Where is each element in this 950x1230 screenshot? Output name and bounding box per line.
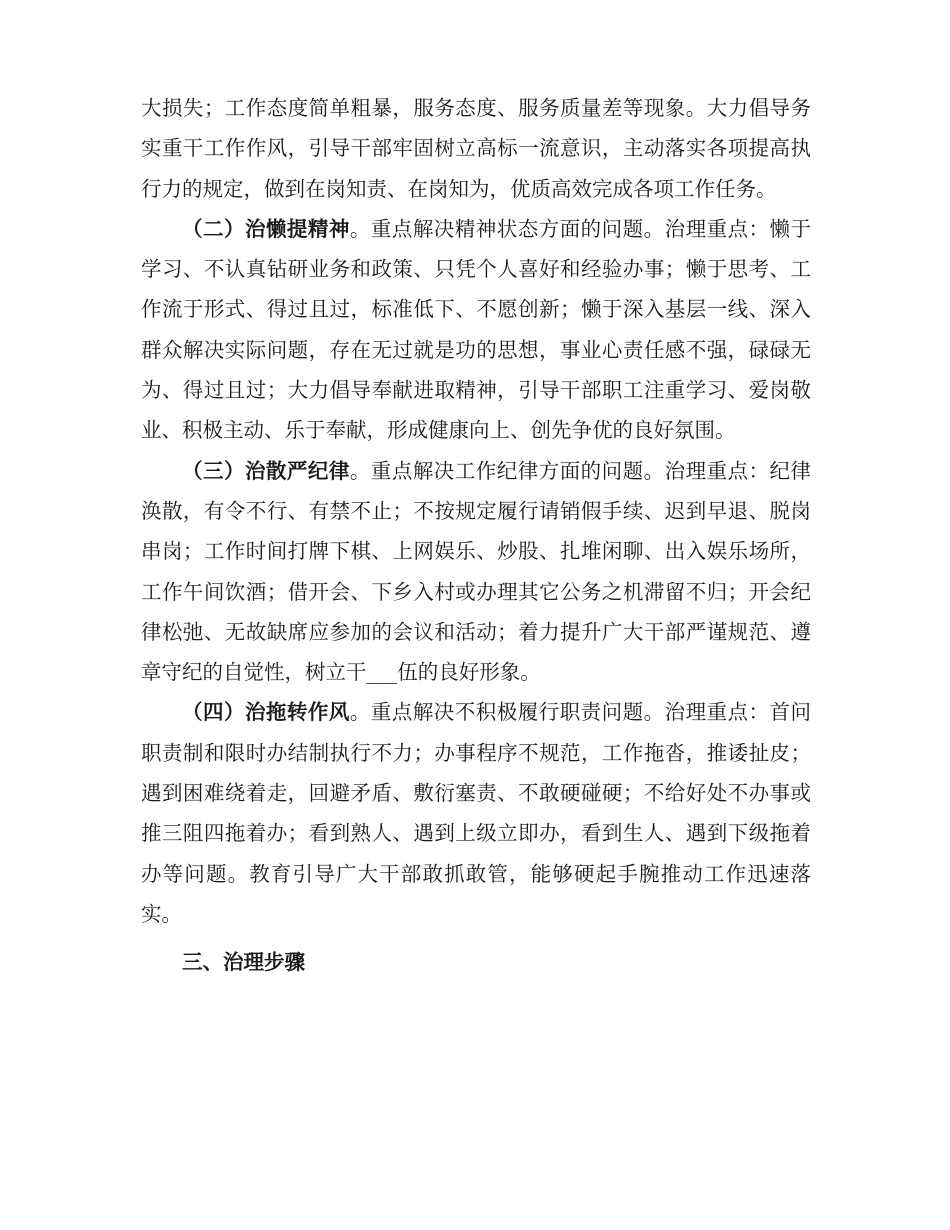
paragraph-text: 大损失；工作态度简单粗暴，服务态度、服务质量差等现象。大力倡导务实重干工作作风，引导干部牢固树立高标一流意识，主动落实各项提高执行力的规定，做到在岗知责、在岗知为，优质高效完成各项工作任务。 [141,96,811,201]
paragraph-second-item [141,209,811,451]
paragraph-text: 。重点解决精神状态方面的问题。治理重点：懒于学习、不认真钻研业务和政策、只凭个人喜好和经验办事；懒于思考、工作流于形式、得过且过，标准低下、不愿创新；懒于深入基层一线、深入群众解决实际问题，存在无过就是功的思想，事业心责任感不强，碌碌无为、得过且过；大力倡导奉献进取精神，引导干部职工注重学习、爱岗敬业、积极主动、乐于奉献，形成健康向上、创先争优的良好氛围。 [141,216,812,443]
paragraph-text: 。重点解决工作纪律方面的问题。治理重点：纪律涣散，有令不行、有禁不止；不按规定履行请销假手续、迟到早退、脱岗串岗；工作时间打牌下棋、上网娱乐、炒股、扎堆闲聊、出入娱乐场所，工作午间饮酒；借开会、下乡入村或办理其它公务之机滞留不归；开会纪律松弛、无故缺席应参加的会议和活动；着力提升广大干部严谨规范、遵章守纪的自觉性，树立干___伍的良好形象。 [141,458,812,685]
paragraph-text: 。重点解决不积极履行职责问题。治理重点：首问职责制和限时办结制执行不力；办事程序不规范，工作拖沓，推诿扯皮；遇到困难绕着走，回避矛盾、敷衍塞责、不敢硬碰硬；不给好处不办事或推三阻四拖着办；看到熟人、遇到上级立即办，看到生人、遇到下级拖着办等问题。教育引导广大干部敢抓敢管，能够硬起手腕推动工作迅速落实。 [141,700,812,926]
paragraph-lead-heading: （三）治散严纪律 [182,458,350,483]
paragraph-third-item [141,451,811,693]
paragraph-fourth-item [141,692,811,934]
section-heading: 三、治理步骤 [182,950,305,975]
paragraph-continuation [141,88,811,209]
document-page [141,88,811,983]
paragraph-lead-heading: （四）治拖转作风 [182,700,350,725]
paragraph-lead-heading: （二）治懒提精神 [182,216,350,241]
